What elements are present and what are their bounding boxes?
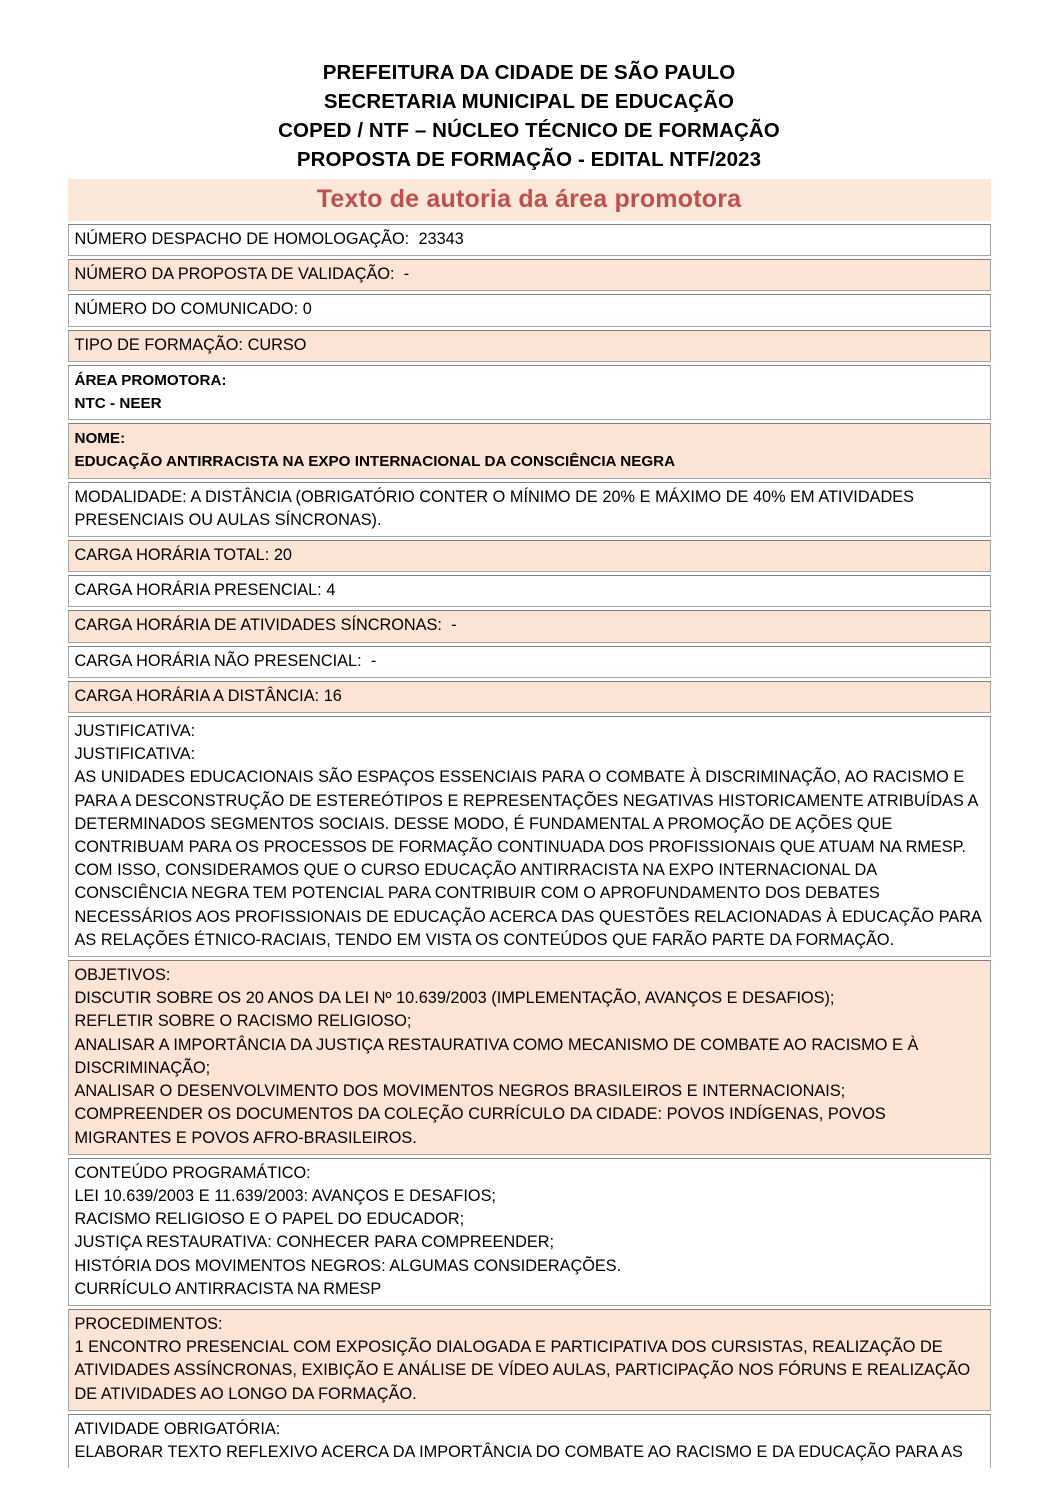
field-text: LEI 10.639/2003 E 11.639/2003: AVANÇOS E DESAFIOS; bbox=[74, 1186, 496, 1205]
row-carga-horaria-a-distancia bbox=[68, 681, 991, 713]
row-objetivos bbox=[68, 960, 991, 1155]
field-label: PROCEDIMENTOS: bbox=[74, 1314, 223, 1333]
row-carga-horaria-nao-presencial bbox=[68, 646, 991, 678]
field-text: PARA A DESCONSTRUÇÃO DE ESTEREÓTIPOS E REPRESENTAÇÕES NEGATIVAS HISTORICAMENTE ATRIBUÍDAS A bbox=[74, 791, 979, 810]
field-label: ÁREA PROMOTORA: bbox=[74, 371, 227, 389]
row-carga-horaria-total bbox=[68, 540, 991, 572]
field-text: NÚMERO DA PROPOSTA DE VALIDAÇÃO: - bbox=[74, 265, 410, 284]
field-text: 1 ENCONTRO PRESENCIAL COM EXPOSIÇÃO DIALOGADA E PARTICIPATIVA DOS CURSISTAS, REALIZAÇÃO DE bbox=[74, 1338, 943, 1357]
field-value: NTC - NEER bbox=[74, 395, 162, 413]
header-line-secretaria: SECRETARIA MUNICIPAL DE EDUCAÇÃO bbox=[323, 90, 735, 113]
field-value: EDUCAÇÃO ANTIRRACISTA NA EXPO INTERNACIONAL DA CONSCIÊNCIA NEGRA bbox=[74, 453, 676, 471]
row-numero-despacho-homologacao bbox=[68, 224, 991, 256]
field-text: DISCUTIR SOBRE OS 20 ANOS DA LEI Nº 10.639/2003 (IMPLEMENTAÇÃO, AVANÇOS E DESAFIOS); bbox=[74, 989, 835, 1008]
row-tipo-de-formacao bbox=[68, 330, 991, 362]
field-text: CONSCIÊNCIA NEGRA TEM POTENCIAL PARA CONTRIBUIR COM O APROFUNDAMENTO DOS DEBATES bbox=[74, 884, 880, 903]
row-procedimentos bbox=[68, 1309, 991, 1411]
field-text: AS RELAÇÕES ÉTNICO-RACIAIS, TENDO EM VISTA OS CONTEÚDOS QUE FARÃO PARTE DA FORMAÇÃO. bbox=[74, 930, 895, 949]
field-label: NOME: bbox=[74, 430, 126, 448]
field-text: CARGA HORÁRIA A DISTÂNCIA: 16 bbox=[74, 686, 342, 705]
field-text: NÚMERO DESPACHO DE HOMOLOGAÇÃO: 23343 bbox=[74, 230, 464, 248]
field-text: HISTÓRIA DOS MOVIMENTOS NEGROS: ALGUMAS CONSIDERAÇÕES. bbox=[74, 1256, 622, 1275]
field-text: COMPREENDER OS DOCUMENTOS DA COLEÇÃO CURRÍCULO DA CIDADE: POVOS INDÍGENAS, POVOS bbox=[74, 1105, 886, 1124]
header-line-coped-ntf: COPED / NTF – NÚCLEO TÉCNICO DE FORMAÇÃO bbox=[278, 119, 780, 142]
banner-title: Texto de autoria da área promotora bbox=[68, 179, 991, 221]
field-text: CONTRIBUAM PARA OS PROCESSOS DE FORMAÇÃO CONTINUADA DOS PROFISSIONAIS QUE ATUAM NA RMESP. bbox=[74, 838, 966, 857]
field-text: COM ISSO, CONSIDERAMOS QUE O CURSO EDUCAÇÃO ANTIRRACISTA NA EXPO INTERNACIONAL DA bbox=[74, 861, 878, 880]
field-text: DETERMINADOS SEGMENTOS SOCIAIS. DESSE MODO, É FUNDAMENTAL A PROMOÇÃO DE AÇÕES QUE bbox=[74, 814, 893, 833]
row-modalidade bbox=[68, 482, 991, 537]
row-numero-comunicado bbox=[68, 294, 991, 326]
field-text: TIPO DE FORMAÇÃO: CURSO bbox=[74, 335, 307, 354]
row-conteudo-programatico bbox=[68, 1158, 991, 1306]
header-line-proposta-edital: PROPOSTA DE FORMAÇÃO - EDITAL NTF/2023 bbox=[296, 148, 762, 171]
row-numero-proposta-validacao bbox=[68, 259, 991, 291]
field-text: ATIVIDADES ASSÍNCRONAS, EXIBIÇÃO E ANÁLISE DE VÍDEO AULAS, PARTICIPAÇÃO NOS FÓRUNS E REALIZAÇÃO bbox=[74, 1361, 971, 1380]
field-text: JUSTIÇA RESTAURATIVA: CONHECER PARA COMPREENDER; bbox=[74, 1233, 555, 1252]
field-label: JUSTIFICATIVA: bbox=[74, 722, 196, 741]
row-nome bbox=[68, 423, 991, 478]
field-text: PRESENCIAIS OU AULAS SÍNCRONAS). bbox=[74, 510, 382, 529]
field-text: ANALISAR O DESENVOLVIMENTO DOS MOVIMENTOS NEGROS BRASILEIROS E INTERNACIONAIS; bbox=[74, 1082, 846, 1101]
field-text: RACISMO RELIGIOSO E O PAPEL DO EDUCADOR; bbox=[74, 1210, 465, 1229]
row-carga-horaria-presencial bbox=[68, 575, 991, 607]
field-text: CARGA HORÁRIA TOTAL: 20 bbox=[74, 546, 292, 565]
row-justificativa bbox=[68, 716, 991, 957]
document-header bbox=[0, 0, 1058, 174]
header-line-prefeitura: PREFEITURA DA CIDADE DE SÃO PAULO bbox=[322, 61, 736, 84]
field-text: NECESSÁRIOS AOS PROFISSIONAIS DE EDUCAÇÃO ACERCA DAS QUESTÕES RELACIONADAS À EDUCAÇÃO PARA bbox=[74, 907, 982, 926]
field-text: NÚMERO DO COMUNICADO: 0 bbox=[74, 300, 312, 319]
field-text: DE ATIVIDADES AO LONGO DA FORMAÇÃO. bbox=[74, 1384, 417, 1403]
field-text: ANALISAR A IMPORTÂNCIA DA JUSTIÇA RESTAURATIVA COMO MECANISMO DE COMBATE AO RACISMO E À bbox=[74, 1035, 919, 1054]
field-label: CONTEÚDO PROGRAMÁTICO: bbox=[74, 1163, 311, 1182]
field-text: REFLETIR SOBRE O RACISMO RELIGIOSO; bbox=[74, 1012, 412, 1031]
field-label-duplicate: JUSTIFICATIVA: bbox=[74, 745, 196, 764]
field-text: ELABORAR TEXTO REFLEXIVO ACERCA DA IMPORTÂNCIA DO COMBATE AO RACISMO E DA EDUCAÇÃO PARA AS bbox=[74, 1442, 963, 1461]
field-text: CARGA HORÁRIA NÃO PRESENCIAL: - bbox=[74, 651, 377, 670]
field-label: ATIVIDADE OBRIGATÓRIA: bbox=[74, 1419, 281, 1438]
row-atividade-obrigatoria bbox=[68, 1414, 991, 1468]
field-text: DISCRIMINAÇÃO; bbox=[74, 1058, 211, 1077]
field-text: CARGA HORÁRIA DE ATIVIDADES SÍNCRONAS: - bbox=[74, 616, 457, 635]
field-text: AS UNIDADES EDUCACIONAIS SÃO ESPAÇOS ESSENCIAIS PARA O COMBATE À DISCRIMINAÇÃO, AO RACISMO E bbox=[74, 768, 965, 787]
row-carga-horaria-atividades-sincronas bbox=[68, 610, 991, 642]
field-text: MODALIDADE: A DISTÂNCIA (OBRIGATÓRIO CONTER O MÍNIMO DE 20% E MÁXIMO DE 40% EM ATIVIDADES bbox=[74, 487, 914, 506]
proposal-table bbox=[68, 179, 991, 1468]
field-text: CARGA HORÁRIA PRESENCIAL: 4 bbox=[74, 581, 336, 600]
field-label: OBJETIVOS: bbox=[74, 966, 171, 985]
field-text: CURRÍCULO ANTIRRACISTA NA RMESP bbox=[74, 1279, 382, 1298]
field-text: MIGRANTES E POVOS AFRO-BRASILEIROS. bbox=[74, 1128, 417, 1147]
row-area-promotora bbox=[68, 365, 991, 420]
